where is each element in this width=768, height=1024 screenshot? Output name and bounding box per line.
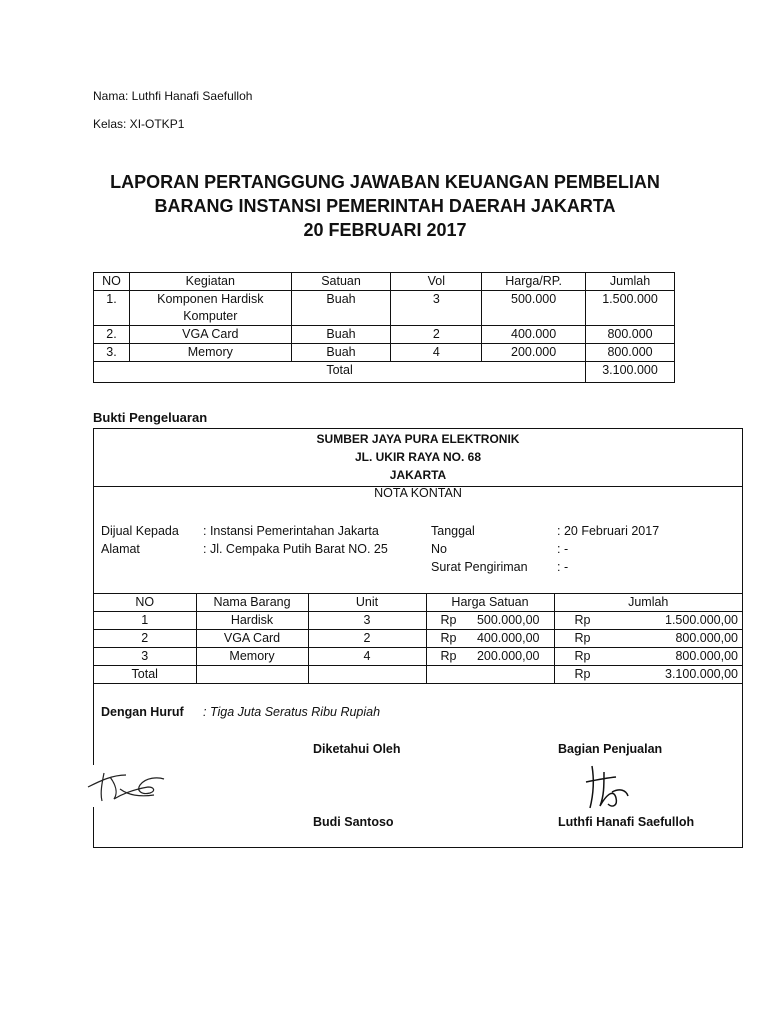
store-header xyxy=(94,429,742,487)
table-row xyxy=(94,648,742,666)
cell-jumlah: 800.000 xyxy=(586,344,675,362)
student-name: Nama: Luthfi Hanafi Saefulloh xyxy=(93,89,253,103)
cell-harga: 500.000 xyxy=(482,291,586,326)
currency-label: Rp xyxy=(574,649,591,663)
signer-left-name: Budi Santoso xyxy=(313,815,394,829)
cell-harga-satuan xyxy=(426,648,554,666)
store-name: SUMBER JAYA PURA ELEKTRONIK xyxy=(316,432,520,446)
cell-kegiatan-line2: Komputer xyxy=(183,309,238,323)
cell-unit: 3 xyxy=(308,612,426,630)
total-row xyxy=(94,666,742,684)
bagian-penjualan-label: Bagian Penjualan xyxy=(558,742,663,756)
diketahui-label: Diketahui Oleh xyxy=(313,742,401,756)
cell-nama-barang: Hardisk xyxy=(196,612,308,630)
currency-label: Rp xyxy=(440,613,457,627)
receipt-box xyxy=(93,428,743,848)
col-header-no: NO xyxy=(94,273,130,291)
title-line-3: 20 FEBRUARI 2017 xyxy=(303,220,467,240)
total-cell xyxy=(554,666,742,684)
cell-jumlah xyxy=(554,648,742,666)
signature-left-image xyxy=(84,765,170,807)
tanggal-value: : 20 Februari 2017 xyxy=(557,524,660,538)
col-header-vol: Vol xyxy=(391,273,482,291)
currency-label: Rp xyxy=(574,613,591,627)
tanggal-label: Tanggal xyxy=(431,524,475,538)
cell-unit: 4 xyxy=(308,648,426,666)
cell-jumlah: 800.000 xyxy=(586,326,675,344)
student-class: Kelas: XI-OTKP1 xyxy=(93,117,185,131)
surat-value: : - xyxy=(557,560,569,574)
cell-harga-satuan xyxy=(426,612,554,630)
store-city: JAKARTA xyxy=(389,468,447,482)
cell-kegiatan: Memory xyxy=(129,344,291,362)
currency-label: Rp xyxy=(440,649,457,663)
col-header-harga: Harga/RP. xyxy=(482,273,586,291)
cell-kegiatan: VGA Card xyxy=(129,326,291,344)
empty-cell xyxy=(426,666,554,684)
cell-jumlah xyxy=(554,612,742,630)
items-table xyxy=(94,593,742,684)
col-header-jumlah: Jumlah xyxy=(554,594,742,612)
signature-right-image xyxy=(582,762,632,814)
currency-label: Rp xyxy=(574,667,591,681)
cell-no: 1. xyxy=(94,291,130,326)
table-row xyxy=(94,630,742,648)
cell-nama-barang: VGA Card xyxy=(196,630,308,648)
cell-harga-satuan xyxy=(426,630,554,648)
report-title xyxy=(60,170,710,242)
store-address: JL. UKIR RAYA NO. 68 xyxy=(354,450,482,464)
empty-cell xyxy=(196,666,308,684)
dijual-kepada-label: Dijual Kepada xyxy=(101,524,179,538)
cell-no: 1 xyxy=(94,612,196,630)
dijual-kepada-value: : Instansi Pemerintahan Jakarta xyxy=(203,524,379,538)
report-table xyxy=(93,272,675,383)
cell-no: 3 xyxy=(94,648,196,666)
table-row xyxy=(94,612,742,630)
cell-harga: 400.000 xyxy=(482,326,586,344)
title-line-2: BARANG INSTANSI PEMERINTAH DAERAH JAKARTA xyxy=(154,196,616,216)
col-header-satuan: Satuan xyxy=(291,273,391,291)
col-header-harga-satuan: Harga Satuan xyxy=(426,594,554,612)
cell-no: 2 xyxy=(94,630,196,648)
jumlah-value: 800.000,00 xyxy=(675,631,738,645)
nota-title: NOTA KONTAN xyxy=(374,486,462,500)
col-header-unit: Unit xyxy=(308,594,426,612)
total-value: 3.100.000,00 xyxy=(665,667,738,681)
currency-label: Rp xyxy=(440,631,457,645)
cell-satuan: Buah xyxy=(291,291,391,326)
cell-vol: 3 xyxy=(391,291,482,326)
cell-jumlah: 1.500.000 xyxy=(586,291,675,326)
title-line-1: LAPORAN PERTANGGUNG JAWABAN KEUANGAN PEMBELIAN xyxy=(110,172,660,192)
total-value: 3.100.000 xyxy=(586,362,675,383)
cell-vol: 4 xyxy=(391,344,482,362)
no-label: No xyxy=(431,542,447,556)
cell-no: 3. xyxy=(94,344,130,362)
surat-label: Surat Pengiriman xyxy=(431,560,528,574)
cell-vol: 2 xyxy=(391,326,482,344)
table-row xyxy=(94,344,675,362)
jumlah-value: 800.000,00 xyxy=(675,649,738,663)
col-header-jumlah: Jumlah xyxy=(586,273,675,291)
cell-kegiatan xyxy=(129,291,291,326)
cell-kegiatan-line1: Komponen Hardisk xyxy=(157,292,264,306)
col-header-nama-barang: Nama Barang xyxy=(196,594,308,612)
cell-unit: 2 xyxy=(308,630,426,648)
table-row xyxy=(94,291,675,326)
jumlah-value: 1.500.000,00 xyxy=(665,613,738,627)
cell-harga: 200.000 xyxy=(482,344,586,362)
harga-value: 200.000,00 xyxy=(476,649,540,663)
currency-label: Rp xyxy=(574,631,591,645)
cell-no: 2. xyxy=(94,326,130,344)
cell-satuan: Buah xyxy=(291,344,391,362)
cell-nama-barang: Memory xyxy=(196,648,308,666)
dengan-huruf-value: : Tiga Juta Seratus Ribu Rupiah xyxy=(203,705,381,719)
empty-cell xyxy=(308,666,426,684)
total-label: Total xyxy=(94,666,196,684)
report-header-row xyxy=(94,273,675,291)
cell-satuan: Buah xyxy=(291,326,391,344)
items-header-row xyxy=(94,594,742,612)
signer-right-name: Luthfi Hanafi Saefulloh xyxy=(558,815,695,829)
total-row xyxy=(94,362,675,383)
col-header-kegiatan: Kegiatan xyxy=(129,273,291,291)
alamat-label: Alamat xyxy=(101,542,140,556)
cell-jumlah xyxy=(554,630,742,648)
table-row xyxy=(94,326,675,344)
total-label: Total xyxy=(94,362,586,383)
harga-value: 400.000,00 xyxy=(476,631,540,645)
bukti-label: Bukti Pengeluaran xyxy=(93,410,208,425)
no-value: : - xyxy=(557,542,569,556)
alamat-value: : Jl. Cempaka Putih Barat NO. 25 xyxy=(203,542,388,556)
harga-value: 500.000,00 xyxy=(476,613,540,627)
col-header-no: NO xyxy=(94,594,196,612)
dengan-huruf-label: Dengan Huruf xyxy=(101,705,184,719)
